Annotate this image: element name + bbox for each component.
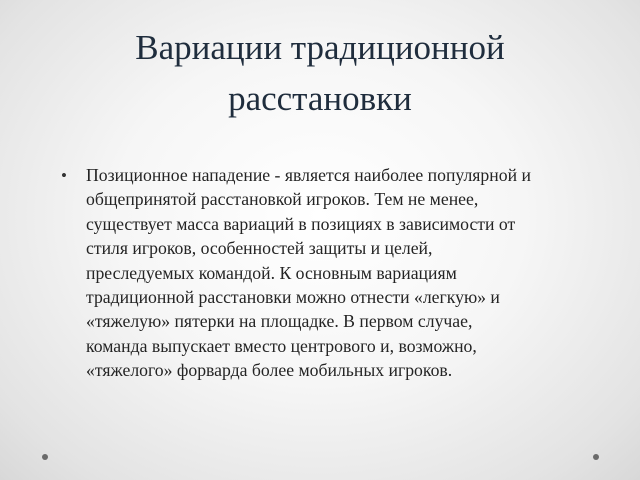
slide-title-line-2: расстановки (228, 79, 412, 118)
slide-body (61, 163, 561, 383)
bullet-icon: • (61, 166, 67, 185)
bullet-text (86, 163, 561, 383)
bullet-line-4: стиля игроков, особенностей защиты и целей, (86, 238, 433, 259)
bullet-line-3: существует масса вариаций в позициях в зависимости от (86, 213, 516, 234)
bullet-line-9: «тяжелого» форварда более мобильных игроков. (86, 360, 453, 381)
bullet-line-2: общепринятой расстановкой игроков. Тем не менее, (86, 189, 479, 210)
bullet-line-1: Позиционное нападение - является наиболее популярной и (86, 165, 531, 185)
corner-dot-icon (593, 454, 599, 460)
bullet-line-7: «тяжелую» пятерки на площадке. В первом случае, (86, 311, 473, 332)
bullet-line-5: преследуемых командой. К основным вариациям (86, 262, 457, 283)
slide-title (40, 22, 600, 124)
bullet-item (61, 163, 561, 383)
bullet-line-6: традиционной расстановки можно отнести «легкую» и (86, 287, 500, 308)
slide-title-line-1: Вариации традиционной (135, 28, 505, 67)
bullet-line-8: команда выпускает вместо центрового и, возможно, (86, 335, 477, 356)
corner-dot-icon (42, 454, 48, 460)
